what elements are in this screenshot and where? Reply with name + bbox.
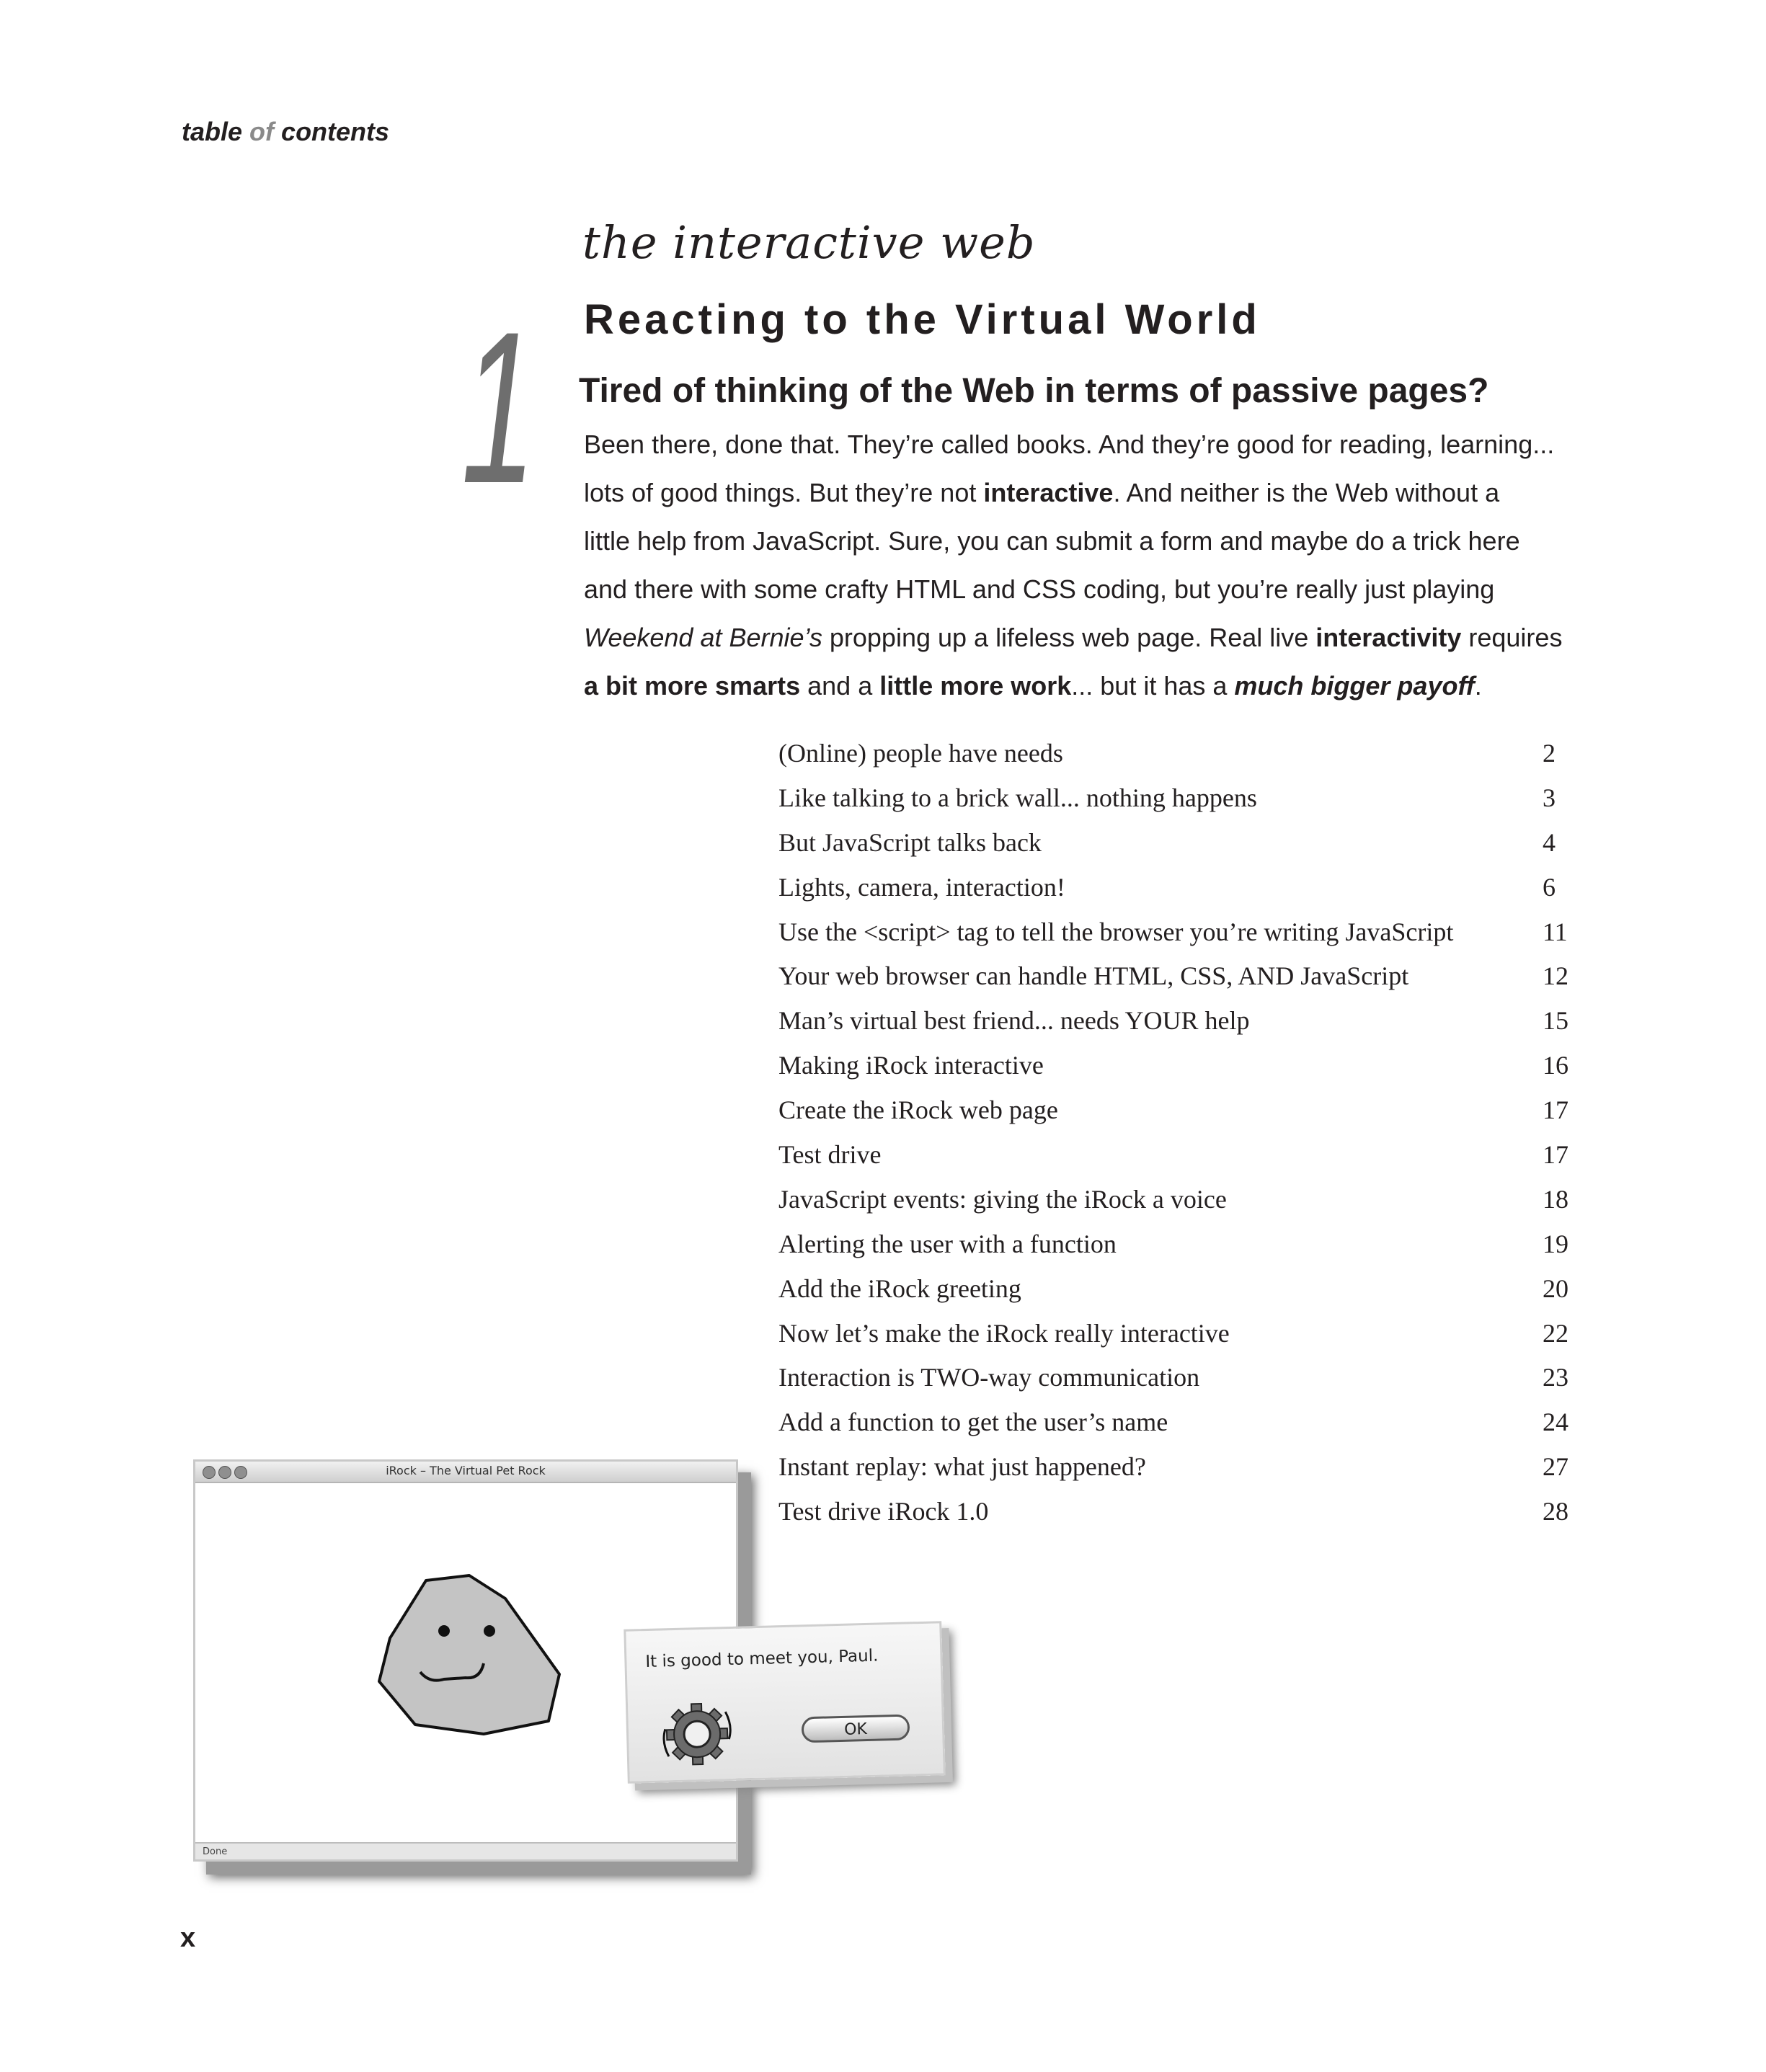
toc-entry-title: Test drive iRock 1.0 [778,1497,989,1526]
toc-entry-page: 22 [1543,1318,1568,1348]
status-bar: Done [195,1842,736,1859]
intro-text: lots of good things. But they’re not [584,478,984,507]
toc-entry[interactable] [778,1133,1571,1178]
intro-heading: Tired of thinking of the Web in terms of passive pages? [579,372,1489,410]
toc-entry-page: 11 [1543,917,1568,946]
alert-dialog [624,1621,945,1783]
running-head-table: table [182,117,243,146]
toc-entry-page: 15 [1543,1006,1568,1036]
running-head-of: of [249,117,275,146]
toc-entry-page: 24 [1543,1408,1568,1437]
toc-list [778,732,1571,1534]
intro-line [584,613,1629,662]
intro-line [584,565,1629,613]
toc-entry[interactable] [778,866,1571,910]
intro-emphasis: much bigger payoff [1234,671,1475,701]
toc-entry-page: 16 [1543,1051,1568,1080]
toc-entry-page: 20 [1543,1273,1568,1303]
toc-entry-page: 17 [1543,1095,1568,1125]
toc-entry-title: But JavaScript talks back [778,827,1042,857]
intro-text: and a [800,671,880,701]
toc-entry-page: 28 [1543,1497,1568,1526]
ok-button[interactable]: OK [802,1714,910,1743]
toc-entry-title: Now let’s make the iRock really interactive [778,1318,1230,1348]
intro-text: . And neither is the Web without a [1113,478,1500,507]
toc-entry-page: 27 [1543,1452,1568,1482]
running-head-contents: contents [281,117,390,146]
intro-line [584,517,1629,565]
intro-text: requires [1461,623,1563,652]
toc-entry[interactable] [778,910,1571,955]
toc-entry[interactable] [778,1267,1571,1312]
toc-entry-page: 19 [1543,1229,1568,1258]
toc-entry-page: 3 [1543,783,1556,812]
window-titlebar [195,1462,736,1483]
intro-text: . [1474,671,1482,701]
toc-entry-title: Lights, camera, interaction! [778,872,1065,902]
toc-entry-title: Your web browser can handle HTML, CSS, AND JavaScript [778,961,1409,991]
toc-entry[interactable] [778,1044,1571,1088]
toc-entry[interactable] [778,1178,1571,1222]
toc-entry-title: Use the <script> tag to tell the browser you’re writing JavaScript [778,917,1454,946]
toc-entry[interactable] [778,1088,1571,1133]
chapter-number: 1 [461,286,532,528]
intro-emphasis: a bit more smarts [584,671,801,701]
toc-entry-title: Instant replay: what just happened? [778,1452,1146,1482]
toc-entry-title: Add the iRock greeting [778,1273,1021,1303]
toc-entry-title: Test drive [778,1140,882,1170]
chapter-kicker: the interactive web [582,216,1036,269]
toc-entry-title: Create the iRock web page [778,1095,1058,1125]
toc-entry-title: (Online) people have needs [778,739,1063,768]
toc-entry-title: JavaScript events: giving the iRock a voice [778,1184,1227,1214]
toc-entry-title: Like talking to a brick wall... nothing happens [778,783,1257,812]
intro-body [584,420,1629,710]
toc-entry[interactable] [778,1222,1571,1267]
intro-emphasis: interactive [983,478,1114,507]
intro-line [584,420,1629,468]
chapter-title: Reacting to the Virtual World [584,296,1261,343]
toc-entry[interactable] [778,1312,1571,1356]
intro-movie-title: Weekend at Bernie’s [584,623,822,652]
toc-entry[interactable] [778,776,1571,821]
toc-entry[interactable] [778,732,1571,776]
dialog-message: It is good to meet you, Paul. [645,1646,879,1672]
gear-icon [657,1697,738,1771]
toc-entry[interactable] [778,999,1571,1044]
toc-entry[interactable] [778,1356,1571,1400]
intro-text: ... but it has a [1071,671,1235,701]
intro-line [584,662,1629,710]
toc-entry[interactable] [778,821,1571,866]
toc-entry[interactable] [778,954,1571,999]
intro-line [584,468,1629,517]
toc-entry-page: 18 [1543,1184,1568,1214]
toc-entry-title: Add a function to get the user’s name [778,1408,1168,1437]
intro-text: propping up a lifeless web page. Real live [822,623,1316,652]
toc-entry-page: 2 [1543,739,1556,768]
irock-illustration [193,1459,972,1892]
toc-entry-page: 12 [1543,961,1568,991]
toc-entry-page: 17 [1543,1140,1568,1170]
toc-entry-title: Man’s virtual best friend... needs YOUR help [778,1006,1250,1036]
running-head [182,117,389,147]
page-folio: x [180,1923,196,1953]
toc-entry-page: 6 [1543,872,1556,902]
intro-emphasis: little more work [879,671,1072,701]
toc-entry[interactable] [778,1400,1571,1445]
intro-emphasis: interactivity [1315,623,1462,652]
toc-entry-page: 23 [1543,1363,1568,1392]
toc-entry-title: Making iRock interactive [778,1051,1044,1080]
toc-entry-page: 4 [1543,827,1556,857]
toc-entry-title: Interaction is TWO-way communication [778,1363,1200,1392]
intro-text: Been there, done that. They’re called books. And they’re good for reading, learning... [584,430,1555,459]
rock-image [376,1570,570,1735]
intro-text: little help from JavaScript. Sure, you can submit a form and maybe do a trick here [584,526,1520,556]
window-title: iRock – The Virtual Pet Rock [386,1464,546,1477]
toc-entry-title: Alerting the user with a function [778,1229,1117,1258]
intro-text: and there with some crafty HTML and CSS coding, but you’re really just playing [584,574,1495,604]
